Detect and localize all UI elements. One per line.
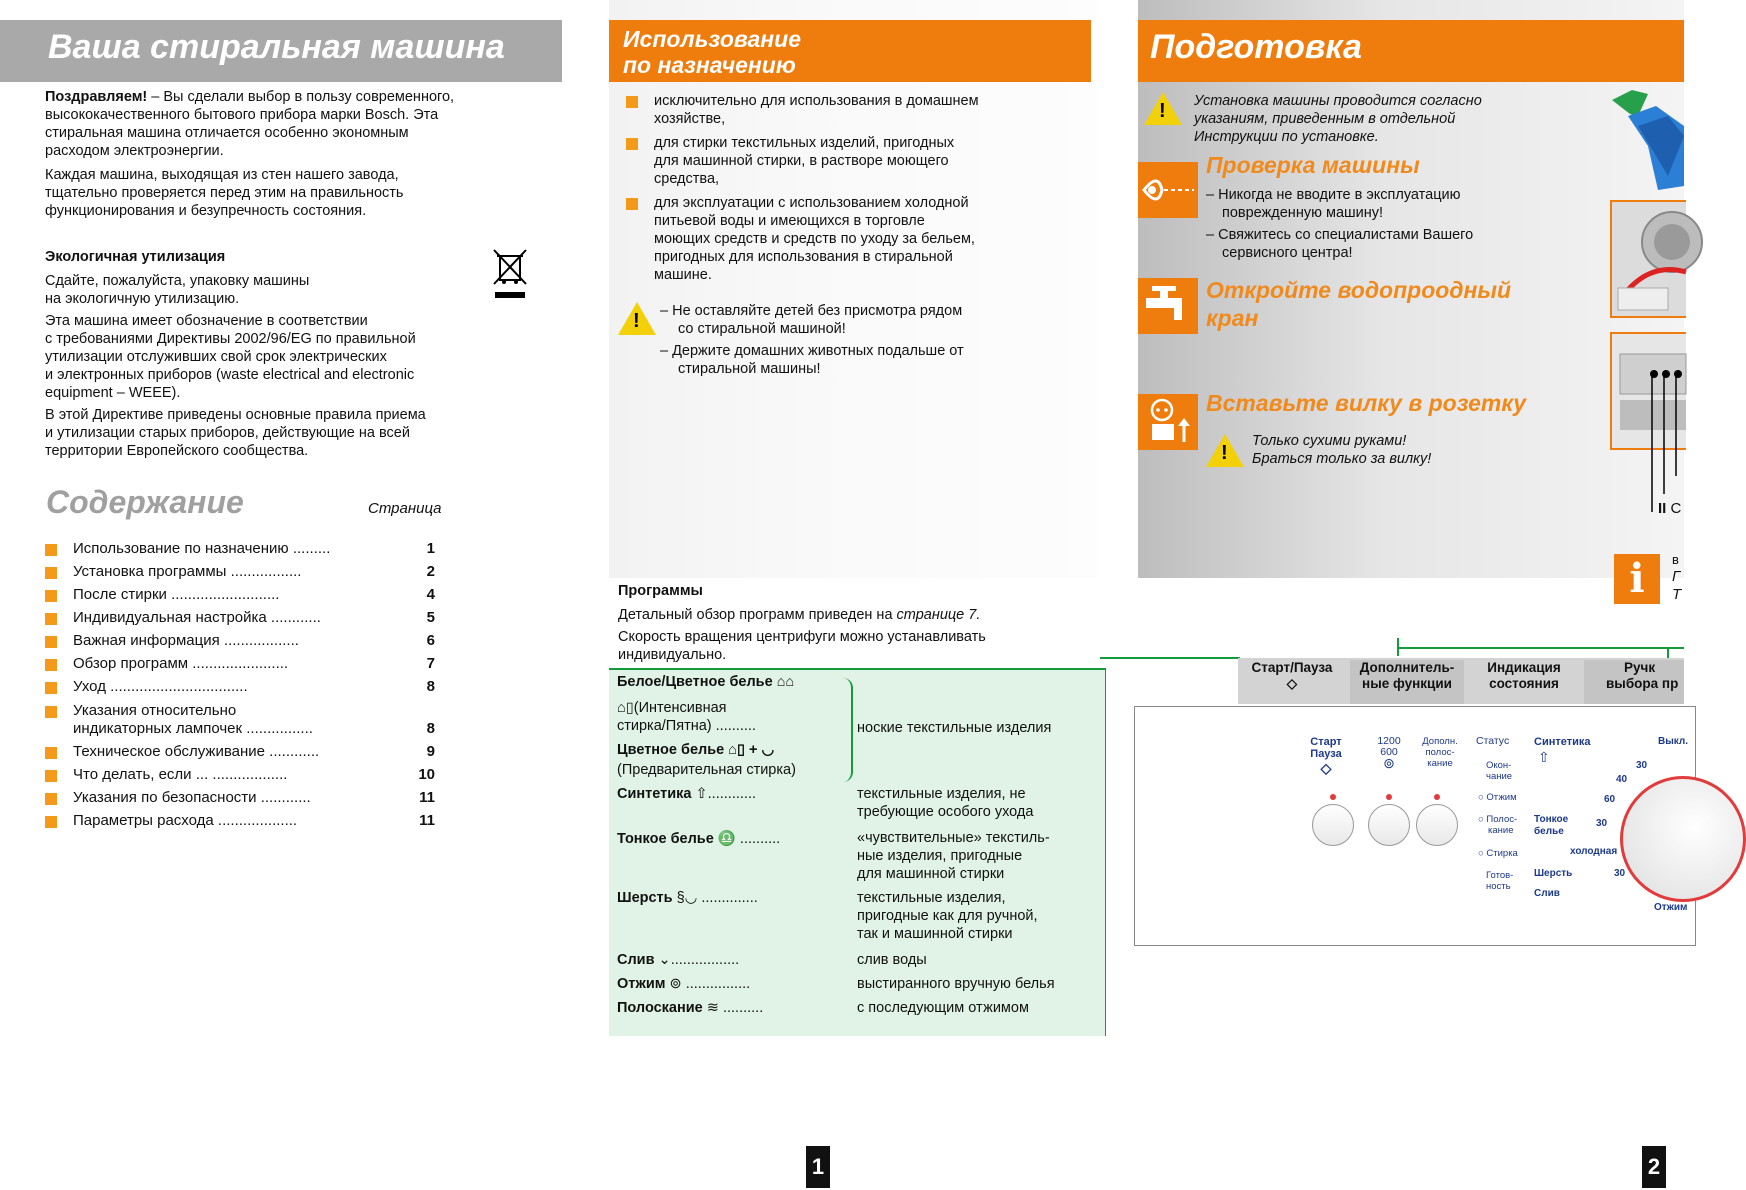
toc-page: 9 xyxy=(426,743,435,760)
eco-heading: Экологичная утилизация xyxy=(45,249,226,265)
prog-synthetic: Синтетика xyxy=(617,786,692,802)
middle-title-line2: по назначению xyxy=(623,52,796,78)
contents-title: Содержание xyxy=(46,484,244,520)
prog-drain: Слив xyxy=(617,952,655,968)
toc-page: 8 xyxy=(426,720,435,737)
middle-gray-panel xyxy=(609,0,1097,578)
prog-delicate: Тонкое белье xyxy=(617,831,714,847)
children-warning: – Не оставляйте детей без присмотра рядом со стиральной машиной! – Держите домашних животных подальше от стиральной машины! xyxy=(660,303,964,377)
check-list: – Никогда не вводите в эксплуатацию поврежденную машину! – Свяжитесь со специалистами Вашего сервисного центра! xyxy=(1206,187,1474,261)
drain-icon: ⌄ xyxy=(658,952,671,968)
start-diamond-icon: ◇ xyxy=(1320,760,1332,776)
status-label: Статус xyxy=(1476,735,1510,747)
temp-30-a: 30 xyxy=(1636,760,1648,771)
toc-page: 7 xyxy=(426,655,435,672)
toc-row xyxy=(45,812,435,834)
right-title-bar xyxy=(1138,20,1684,82)
control-panel xyxy=(1134,706,1696,946)
install-note: Установка машины проводится согласно указаниям, приведенным в отдельной Инструкции по установке. xyxy=(1194,93,1482,145)
weee-bin-icon xyxy=(492,248,528,300)
toc-row xyxy=(45,632,435,654)
toc-page: 1 xyxy=(426,540,435,557)
bullet-icon xyxy=(45,544,57,556)
temp-30-c: 30 xyxy=(1614,868,1626,879)
usage-list: исключительно для использования в домашнем хозяйстве, для стирки текстильных изделий, пригодных для машинной стирки, в растворе моющего средства, для эксплуатации с использованием холодной питьевой воды и имеющихся в торговле моющих средств и средств по уходу за бельем, пригодных для использования в стиральной машине. xyxy=(626,92,1086,284)
right-page-title: Подготовка xyxy=(1150,28,1362,66)
bullet-icon xyxy=(45,636,57,648)
toc-row xyxy=(45,743,435,765)
install-warning-icon: ! xyxy=(1144,92,1182,125)
spin-swirl-icon: ⊚ xyxy=(1383,755,1395,771)
toc-text: Что делать, если ... .................. xyxy=(73,766,288,783)
tap-heading: Откройте водопроодный кран xyxy=(1206,277,1512,331)
status-wash: ○ Стирка xyxy=(1478,848,1518,859)
temp-40: 40 xyxy=(1616,774,1628,785)
extra-led xyxy=(1434,794,1440,800)
bullet-icon xyxy=(45,793,57,805)
programs-heading: Программы xyxy=(618,583,703,599)
toc-row xyxy=(45,609,435,631)
intro-block: Поздравляем! – Вы сделали выбор в пользу современного, высококачественного бытового прибора марки Bosch. Эта стиральная машина отличается особенно экономным расходом электроэнергии. Каждая машина, выходящая из стен нашего завода, тщательно проверяется перед этим на правильность функционирования и безупречность состояния. xyxy=(45,89,455,219)
side-label-g: Г xyxy=(1672,568,1681,585)
shirt-icon: ⌂⌂ xyxy=(776,674,795,690)
eye-icon xyxy=(1138,162,1198,218)
bullet-icon xyxy=(45,706,57,718)
status-ready: Готов- ность xyxy=(1486,870,1514,892)
bullet-icon xyxy=(45,567,57,579)
toc-text: Уход ................................. xyxy=(73,678,248,695)
bullet-icon xyxy=(45,816,57,828)
plug-warning-icon: ! xyxy=(1206,434,1244,467)
toc-row xyxy=(45,678,435,700)
selector-off: Выкл. xyxy=(1658,736,1689,747)
toc-row xyxy=(45,655,435,677)
programs-table: Белое/Цветное белье ⌂⌂ ⌂▯(Интенсивная стирка/Пятна) .......... Цветное белье ⌂▯ + ◡ (Предварительная стирка) ноские текстильные изделия Синтетика ⇧............ текстильные изделия, не требующие особого ухода Тонкое белье ♎ .......... «чувствительные» текстиль- ные изделия, пригодные для машинной стирки Шерсть §◡ .............. текстильные изделия, пригодные как для ручной, так и машинной стирки Слив ⌄................. слив воды Отжим ⊚ ................ выстиранного вручную белья Полоскание ≋ .......... с последующим отжимом xyxy=(609,668,1106,1036)
status-spin: ○ Отжим xyxy=(1478,792,1517,803)
side-label-t: Т xyxy=(1672,586,1682,603)
start-label: Старт Пауза ◇ xyxy=(1306,736,1346,774)
toc-text: Указания по безопасности ............ xyxy=(73,789,311,806)
programs-section: Программы Детальный обзор программ приведен на странице 7. Скорость вращения центрифуги можно устанавливать индивидуально. xyxy=(618,582,1088,664)
bullet-icon xyxy=(45,659,57,671)
plug-icon xyxy=(1138,394,1198,450)
bullet-icon xyxy=(45,747,57,759)
intro-bold: Поздравляем! xyxy=(45,89,148,105)
toc-page: 8 xyxy=(426,678,435,695)
spin-led xyxy=(1386,794,1392,800)
contents-page-label: Страница xyxy=(368,500,442,517)
toc-text: После стирки .......................... xyxy=(73,586,280,603)
toc-page: 2 xyxy=(426,563,435,580)
color-icon: ⌂▯ xyxy=(728,742,745,758)
program-selector-dial[interactable] xyxy=(1620,776,1746,902)
panel-col-start: Старт/Пауза ◇ xyxy=(1240,660,1344,692)
delicate-icon: ♎ xyxy=(717,831,736,847)
selector-spin: Отжим xyxy=(1654,902,1688,913)
toc-text: Обзор программ ....................... xyxy=(73,655,289,672)
selector-delicate: Тонкое белье xyxy=(1534,814,1569,837)
selector-wool: Шерсть xyxy=(1534,868,1573,879)
extra-rinse-label: Дополн. полос- кание xyxy=(1422,736,1458,769)
start-pause-icon: ◇ xyxy=(1286,676,1298,691)
start-led xyxy=(1330,794,1336,800)
left-title-bar xyxy=(0,20,562,82)
toc-row xyxy=(45,540,435,562)
toc-text: Использование по назначению ......... xyxy=(73,540,331,557)
wool-icon: §◡ xyxy=(676,890,698,906)
bullet-icon xyxy=(45,613,57,625)
page-number-1: 1 xyxy=(806,1146,830,1188)
toc-row xyxy=(45,563,435,585)
toc-page: 11 xyxy=(419,812,435,829)
toc-text: Указания относительно xyxy=(73,702,237,719)
toc-page: 6 xyxy=(426,632,435,649)
prewash-icon: ◡ xyxy=(761,742,775,758)
laundry-illustration xyxy=(1608,86,1684,190)
panel-col-status: Индикация состояния xyxy=(1487,660,1561,691)
toc-row xyxy=(45,789,435,811)
toc-page: 11 xyxy=(419,789,435,806)
panel-col-extra: Дополнитель- ные функции xyxy=(1350,660,1464,704)
spin-speed-button[interactable] xyxy=(1368,804,1410,846)
temp-30-b: 30 xyxy=(1596,818,1608,829)
page-number-2: 2 xyxy=(1642,1146,1666,1188)
toc-text: Параметры расхода ................... xyxy=(73,812,298,829)
side-label-v: в xyxy=(1672,552,1679,567)
intensive-icon: ⌂▯ xyxy=(617,700,634,716)
drawer-leader-lines xyxy=(1646,376,1684,516)
toc-text: Техническое обслуживание ............ xyxy=(73,743,320,760)
toc-row xyxy=(45,586,435,608)
synthetic-panel-icon: ⇧ xyxy=(1538,749,1550,765)
machine-drum-photo xyxy=(1610,200,1686,318)
status-rinse: ○ Полос- кание xyxy=(1478,814,1518,836)
synthetic-icon: ⇧ xyxy=(695,786,708,802)
brace xyxy=(843,678,853,782)
spin-icon: ⊚ xyxy=(669,976,682,992)
start-pause-button[interactable] xyxy=(1312,804,1354,846)
toc-page: 10 xyxy=(418,766,435,783)
info-icon: i xyxy=(1614,554,1660,604)
left-page-title: Ваша стиральная машина xyxy=(48,28,505,66)
status-end: Окон- чание xyxy=(1486,760,1513,782)
prog-color: Цветное белье xyxy=(617,742,725,758)
prog-white-color: Белое/Цветное белье xyxy=(617,674,773,690)
prog-wool: Шерсть xyxy=(617,890,673,906)
prog-spin: Отжим xyxy=(617,976,666,992)
toc-row xyxy=(45,720,435,742)
eco-block: Экологичная утилизация Сдайте, пожалуйста, упаковку машины на экологичную утилизацию. Эта машина имеет обозначение в соответствии с требованиями Директивы 2002/96/EG по правильной утилизации отслуживших свой срок электрических и электронных приборов (waste electrical and electronic equipment – WEEE). В этой Директиве приведены основные правила приема и утилизации старых приборов, действующие на всей территории Европейского сообщества. xyxy=(45,248,565,460)
bullet-icon xyxy=(45,770,57,782)
plug-notes: Только сухими руками! Браться только за вилку! xyxy=(1252,433,1432,467)
selector-cold: холодная xyxy=(1570,846,1618,857)
spin-speed-label: 1200 600 ⊚ xyxy=(1372,736,1406,769)
toc-text: индикаторных лампочек ................ xyxy=(73,720,313,737)
toc-row xyxy=(45,766,435,788)
warning-icon: ! xyxy=(618,302,656,335)
panel-col-selector: Ручк выбора пр xyxy=(1584,660,1684,704)
toc-text: Важная информация .................. xyxy=(73,632,299,649)
middle-title-bar xyxy=(609,20,1091,82)
middle-title-line1: Использование xyxy=(623,26,801,52)
plug-heading: Вставьте вилку в розетку xyxy=(1206,390,1527,416)
toc-page: 5 xyxy=(426,609,435,626)
drawer-label-c: II С xyxy=(1658,500,1682,517)
tap-icon xyxy=(1138,278,1198,334)
toc-text: Установка программы ................. xyxy=(73,563,302,580)
toc-page: 4 xyxy=(426,586,435,603)
rinse-icon: ≋ xyxy=(706,1000,719,1016)
check-heading: Проверка машины xyxy=(1206,152,1420,178)
toc-text: Индивидуальная настройка ............ xyxy=(73,609,321,626)
selector-synthetic: Синтетика xyxy=(1534,736,1591,748)
temp-60: 60 xyxy=(1604,794,1616,805)
bullet-icon xyxy=(45,590,57,602)
selector-drain: Слив xyxy=(1534,888,1560,899)
bullet-icon xyxy=(45,682,57,694)
prog-rinse: Полоскание xyxy=(617,1000,703,1016)
extra-rinse-button[interactable] xyxy=(1416,804,1458,846)
